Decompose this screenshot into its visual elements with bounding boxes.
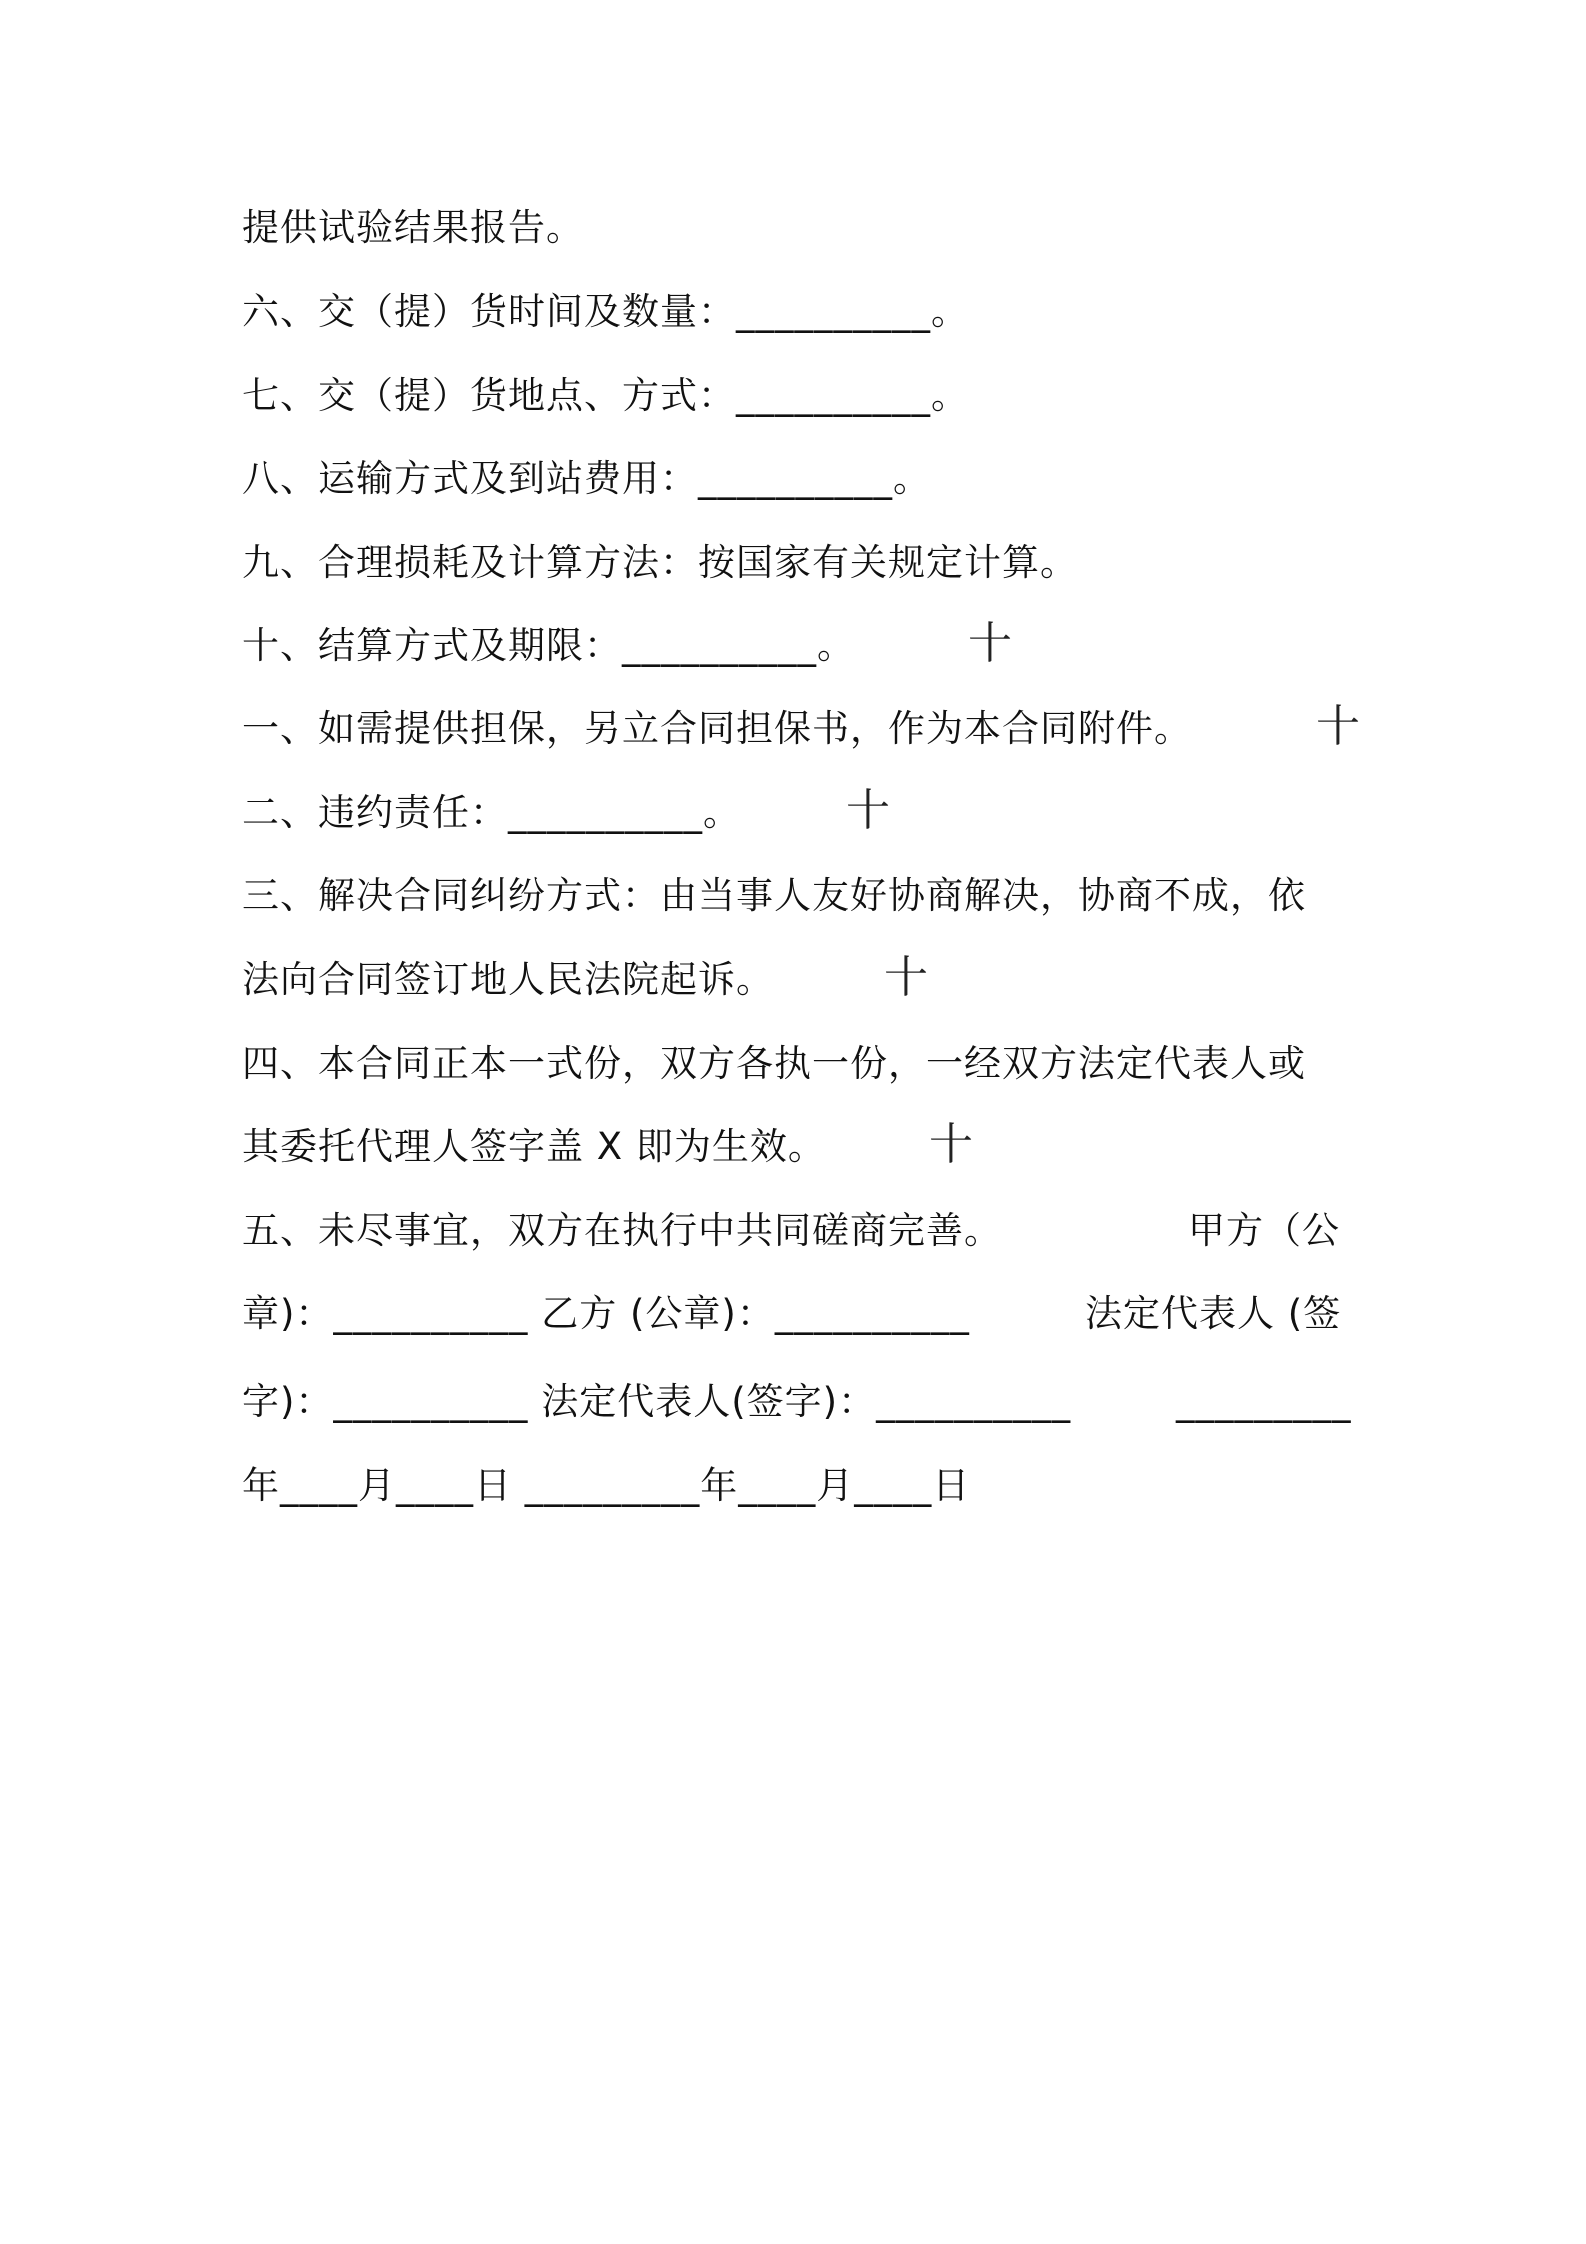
clause-11-text: 一、如需提供担保，另立合同担保书，作为本合同附件。	[242, 707, 1192, 750]
clause-13-line-1: 三、解决合同纠纷方式：由当事人友好协商解决，协商不成，依	[242, 874, 1306, 917]
cross-mark-icon: 十	[846, 785, 891, 836]
clause-13-line-2-text: 法向合同签订地人民法院起诉。	[242, 958, 774, 1001]
clause-14-line-2-text: 其委托代理人签字盖 X 即为生效。	[242, 1125, 826, 1168]
date-blank: _________	[1176, 1380, 1352, 1423]
legal-rep-label: 法定代表人 (签	[1085, 1292, 1342, 1335]
cross-mark-icon: 十	[884, 952, 929, 1003]
clause-6: 六、交（提）货时间及数量：__________。	[242, 290, 969, 333]
text-line-1: 提供试验结果报告。	[242, 206, 584, 249]
clause-12-text: 二、违约责任：__________。	[242, 791, 741, 834]
signature-sign-line: 字)：__________ 法定代表人(签字)：__________	[242, 1380, 1072, 1423]
clause-10-text: 十、结算方式及期限：__________。	[242, 624, 855, 667]
clause-8: 八、运输方式及到站费用：__________。	[242, 457, 931, 500]
clause-14-line-2	[242, 1119, 1362, 1171]
clause-11	[242, 705, 1362, 753]
cross-mark-icon: 十	[968, 618, 1013, 669]
cross-mark-icon: 十	[929, 1119, 974, 1170]
signature-seal-line: 章)：__________ 乙方 (公章)：__________	[242, 1292, 970, 1335]
clause-7: 七、交（提）货地点、方式：__________。	[242, 374, 969, 417]
clause-12	[242, 785, 1362, 837]
party-a-label: 甲方（公	[1188, 1209, 1340, 1252]
clause-15: 五、未尽事宜，双方在执行中共同磋商完善。	[242, 1209, 1002, 1252]
cross-mark-icon: 十	[1316, 701, 1361, 752]
clause-14-line-1: 四、本合同正本一式份，双方各执一份，一经双方法定代表人或	[242, 1042, 1306, 1085]
date-line: 年____月____日 _________年____月____日	[242, 1464, 971, 1507]
clause-9: 九、合理损耗及计算方法：按国家有关规定计算。	[242, 541, 1078, 584]
clause-10	[242, 618, 1362, 670]
clause-13-line-2	[242, 952, 1362, 1004]
